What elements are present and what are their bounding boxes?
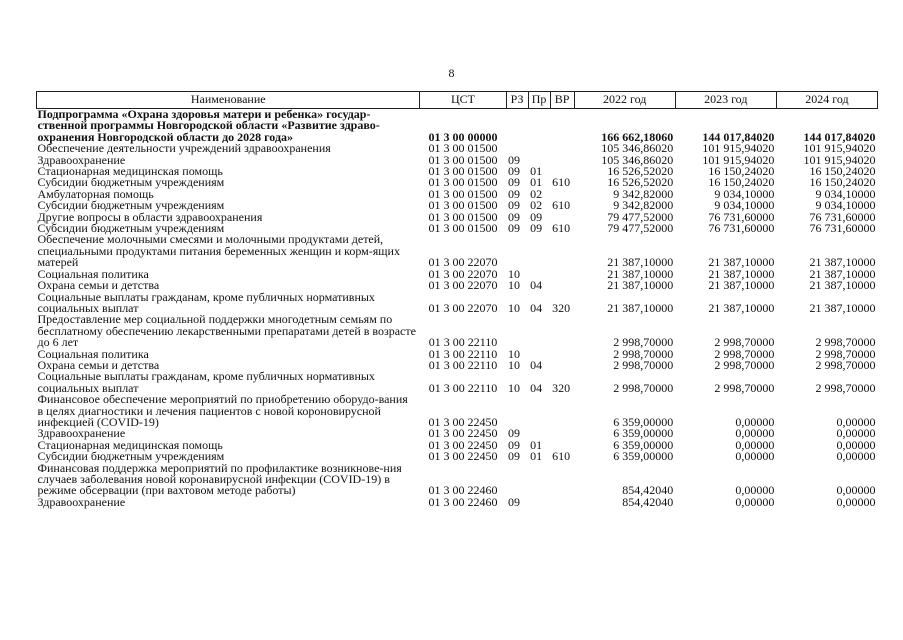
cell-rz: 09 [508, 449, 521, 464]
cell-rz: 09 [508, 175, 521, 190]
cell-2023: 21 387,10000 [708, 266, 775, 281]
cell-2022: 79 477,52000 [607, 221, 674, 236]
cell-name: Здравоохранение [37, 426, 126, 441]
cell-rz [506, 463, 528, 497]
cell-vr [550, 463, 574, 497]
cell-cst: 01 3 00 22110 [428, 380, 498, 395]
cell-vr [550, 143, 574, 154]
cell-2024: 0,00000 [836, 426, 876, 441]
cell-pr: 04 [530, 357, 543, 372]
cell-vr: 320 [552, 380, 571, 395]
cell-name: Охрана семьи и детства [37, 357, 160, 372]
cell-2022: 9 342,82000 [613, 186, 674, 201]
cell-pr [528, 109, 550, 144]
cell-2023: 9 034,10000 [714, 186, 775, 201]
cell-2024: 21 387,10000 [809, 300, 876, 315]
cell-pr: 01 [530, 175, 543, 190]
cell-cst: 01 3 00 22450 [428, 449, 498, 464]
cell-2024: 21 387,10000 [809, 278, 876, 293]
cell-name: Амбулаторная помощь [37, 186, 154, 201]
cell-2023: 101 915,94020 [702, 152, 775, 167]
cell-2022: 16 526,52020 [607, 175, 674, 190]
cell-rz: 09 [508, 186, 521, 201]
cell-2024: 76 731,60000 [809, 221, 876, 236]
table-row [37, 371, 878, 394]
header-name: Наименование [37, 92, 420, 109]
cell-rz: 10 [508, 380, 521, 395]
cell-cst: 01 3 00 01500 [428, 164, 498, 179]
cell-pr: 01 [530, 437, 543, 452]
cell-2024: 0,00000 [836, 449, 876, 464]
cell-2022: 21 387,10000 [607, 278, 674, 293]
cell-2022: 166 662,18060 [601, 129, 674, 144]
cell-name: Социальные выплаты гражданам, кроме публичных нормативных социальных выплат [37, 369, 375, 395]
cell-2023: 0,00000 [735, 414, 775, 429]
cell-2023: 2 998,70000 [714, 357, 775, 372]
cell-2024: 9 034,10000 [815, 198, 876, 213]
cell-2022: 6 359,00000 [613, 426, 674, 441]
cell-vr [550, 349, 574, 360]
cell-rz: 09 [508, 209, 521, 224]
budget-table [36, 91, 878, 508]
header-2022: 2022 год [574, 92, 675, 109]
cell-name: Обеспечение молочными смесями и молочными продуктами детей, специальными продуктами питания беременных женщин и корм-ящих матерей [37, 232, 400, 270]
cell-vr: 610 [552, 449, 571, 464]
cell-name: Социальные выплаты гражданам, кроме публичных нормативных социальных выплат [37, 289, 375, 315]
cell-2023: 16 150,24020 [708, 175, 775, 190]
cell-name: Субсидии бюджетным учреждениям [37, 449, 225, 464]
page-number: 8 [448, 66, 455, 80]
cell-cst: 01 3 00 22070 [428, 266, 498, 281]
cell-name: Обеспечение деятельности учреждений здравоохранения [37, 141, 331, 156]
cell-2022: 79 477,52000 [607, 209, 674, 224]
cell-vr [550, 314, 574, 348]
cell-vr [550, 280, 574, 291]
cell-pr: 09 [530, 221, 543, 236]
cell-2023: 101 915,94020 [702, 141, 775, 156]
cell-rz [506, 314, 528, 348]
cell-2022: 854,42040 [622, 494, 674, 509]
cell-2023: 21 387,10000 [708, 300, 775, 315]
cell-2024: 0,00000 [836, 494, 876, 509]
cell-2024: 76 731,60000 [809, 209, 876, 224]
cell-pr: 02 [530, 198, 543, 213]
cell-2022: 21 387,10000 [607, 255, 674, 270]
table-row [37, 109, 878, 144]
cell-2022: 2 998,70000 [613, 380, 674, 395]
cell-vr [550, 394, 574, 428]
cell-rz: 09 [508, 198, 521, 213]
cell-2023: 16 150,24020 [708, 164, 775, 179]
header-vr: ВР [550, 92, 574, 109]
cell-rz: 09 [508, 494, 521, 509]
cell-2024: 9 034,10000 [815, 186, 876, 201]
table-row [37, 394, 878, 428]
cell-2024: 21 387,10000 [809, 266, 876, 281]
cell-cst: 01 3 00 22450 [428, 437, 498, 452]
cell-2024: 0,00000 [836, 414, 876, 429]
cell-vr [550, 269, 574, 280]
cell-cst: 01 3 00 22450 [428, 426, 498, 441]
cell-2023: 144 017,84020 [702, 129, 775, 144]
cell-cst: 01 3 00 01500 [428, 209, 498, 224]
cell-name: Финансовое обеспечение мероприятий по приобретению оборудо-вания в целях диагностики и лечения пациентов с новой короновирусной инфекцией (COVID-19) [37, 392, 408, 429]
cell-vr [550, 155, 574, 166]
cell-rz [506, 109, 528, 144]
cell-2022: 9 342,82000 [613, 198, 674, 213]
cell-2022: 21 387,10000 [607, 266, 674, 281]
cell-pr: 01 [530, 164, 543, 179]
cell-name: Социальная политика [37, 266, 149, 281]
cell-2024: 2 998,70000 [815, 335, 876, 350]
cell-rz: 10 [508, 266, 521, 281]
cell-cst: 01 3 00 22070 [428, 255, 498, 270]
cell-2023: 21 387,10000 [708, 255, 775, 270]
cell-cst: 01 3 00 22070 [428, 300, 498, 315]
cell-2023: 76 731,60000 [708, 221, 775, 236]
cell-cst: 01 3 00 01500 [428, 152, 498, 167]
cell-cst: 01 3 00 22110 [428, 346, 498, 361]
cell-name: Здравоохранение [37, 494, 126, 509]
cell-2023: 2 998,70000 [714, 335, 775, 350]
cell-2024: 16 150,24020 [809, 164, 876, 179]
cell-2024: 0,00000 [836, 437, 876, 452]
table-header [37, 92, 878, 109]
cell-2023: 21 387,10000 [708, 278, 775, 293]
cell-name: Предоставление мер социальной поддержки многодетным семьям по бесплатному обеспечению лекарственными препаратами детей в возрасте до 6 лет [37, 312, 416, 350]
cell-pr [528, 234, 550, 268]
cell-rz [506, 394, 528, 428]
cell-name: Субсидии бюджетным учреждениям [37, 221, 225, 236]
cell-2023: 2 998,70000 [714, 380, 775, 395]
table-row [37, 292, 878, 315]
cell-pr: 04 [530, 278, 543, 293]
cell-name: Стационарная медицинская помощь [37, 164, 223, 179]
cell-2023: 0,00000 [735, 426, 775, 441]
cell-cst: 01 3 00 01500 [428, 221, 498, 236]
cell-2023: 0,00000 [735, 449, 775, 464]
cell-cst: 01 3 00 22460 [428, 494, 498, 509]
cell-2022: 854,42040 [622, 483, 674, 498]
cell-2022: 105 346,86020 [601, 141, 674, 156]
header-cst: ЦСТ [420, 92, 506, 109]
cell-2024: 101 915,94020 [803, 141, 876, 156]
cell-cst: 01 3 00 22450 [428, 414, 498, 429]
cell-vr [550, 360, 574, 371]
table-row [37, 314, 878, 348]
cell-2022: 6 359,00000 [613, 437, 674, 452]
cell-2022: 21 387,10000 [607, 300, 674, 315]
cell-cst: 01 3 00 22460 [428, 483, 498, 498]
table-row [37, 497, 878, 508]
cell-pr: 04 [530, 300, 543, 315]
cell-cst: 01 3 00 01500 [428, 198, 498, 213]
cell-pr [528, 143, 550, 154]
header-2024: 2024 год [776, 92, 877, 109]
cell-vr [550, 497, 574, 508]
cell-pr: 02 [530, 186, 543, 201]
cell-pr: 09 [530, 209, 543, 224]
cell-2024: 2 998,70000 [815, 346, 876, 361]
cell-cst: 01 3 00 22070 [428, 278, 498, 293]
cell-2023: 2 998,70000 [714, 346, 775, 361]
cell-2024: 0,00000 [836, 483, 876, 498]
cell-rz: 09 [508, 152, 521, 167]
cell-cst: 01 3 00 01500 [428, 186, 498, 201]
cell-pr [528, 394, 550, 428]
cell-vr [550, 109, 574, 144]
cell-name: Социальная политика [37, 346, 149, 361]
cell-2023: 76 731,60000 [708, 209, 775, 224]
cell-pr [528, 314, 550, 348]
cell-pr [528, 497, 550, 508]
cell-2024: 144 017,84020 [803, 129, 876, 144]
cell-rz: 09 [508, 221, 521, 236]
cell-name: Подпрограмма «Охрана здоровья матери и ребенка» государ-ственной программы Новгородской области «Развитие здраво-охранения Новгородской области до 2028 года» [37, 107, 380, 144]
cell-2023: 0,00000 [735, 483, 775, 498]
table-row [37, 463, 878, 497]
cell-2023: 0,00000 [735, 494, 775, 509]
cell-2022: 2 998,70000 [613, 335, 674, 350]
cell-name: Стационарная медицинская помощь [37, 437, 223, 452]
cell-cst: 01 3 00 01500 [428, 175, 498, 190]
cell-pr [528, 463, 550, 497]
header-2023: 2023 год [675, 92, 776, 109]
cell-2024: 21 387,10000 [809, 255, 876, 270]
cell-cst: 01 3 00 22110 [428, 335, 498, 350]
cell-pr: 01 [530, 449, 543, 464]
cell-name: Субсидии бюджетным учреждениям [37, 175, 225, 190]
cell-2022: 105 346,86020 [601, 152, 674, 167]
cell-name: Субсидии бюджетным учреждениям [37, 198, 225, 213]
cell-rz: 09 [508, 426, 521, 441]
cell-vr [550, 234, 574, 268]
cell-vr: 610 [552, 221, 571, 236]
cell-2024: 2 998,70000 [815, 357, 876, 372]
cell-name: Другие вопросы в области здравоохранения [37, 209, 263, 224]
cell-cst: 01 3 00 22110 [428, 357, 498, 372]
cell-vr: 610 [552, 198, 571, 213]
cell-vr: 610 [552, 175, 571, 190]
table-row [37, 234, 878, 268]
cell-2022: 6 359,00000 [613, 449, 674, 464]
cell-2024: 16 150,24020 [809, 175, 876, 190]
cell-2023: 0,00000 [735, 437, 775, 452]
cell-name: Здравоохранение [37, 152, 126, 167]
table-body [37, 109, 878, 509]
cell-rz: 10 [508, 300, 521, 315]
cell-2024: 2 998,70000 [815, 380, 876, 395]
cell-rz: 10 [508, 346, 521, 361]
cell-2022: 2 998,70000 [613, 357, 674, 372]
cell-rz: 09 [508, 437, 521, 452]
cell-rz [506, 234, 528, 268]
cell-vr: 320 [552, 300, 571, 315]
header-pr: Пр [528, 92, 550, 109]
cell-2023: 9 034,10000 [714, 198, 775, 213]
cell-rz: 10 [508, 278, 521, 293]
cell-pr: 04 [530, 380, 543, 395]
cell-name: Охрана семьи и детства [37, 278, 160, 293]
cell-cst: 01 3 00 00000 [428, 129, 498, 144]
cell-cst: 01 3 00 01500 [428, 141, 498, 156]
cell-2024: 101 915,94020 [803, 152, 876, 167]
cell-2022: 6 359,00000 [613, 414, 674, 429]
cell-2022: 2 998,70000 [613, 346, 674, 361]
cell-vr [550, 428, 574, 439]
cell-rz: 10 [508, 357, 521, 372]
cell-name: Финансовая поддержка мероприятий по профилактике возникнове-ния случаев заболевания новой коронавирусной инфекции (COVID-19) в режиме обсервации (при вахтовом методе работы) [37, 460, 402, 498]
cell-2022: 16 526,52020 [607, 164, 674, 179]
header-rz: РЗ [506, 92, 528, 109]
cell-rz: 09 [508, 164, 521, 179]
